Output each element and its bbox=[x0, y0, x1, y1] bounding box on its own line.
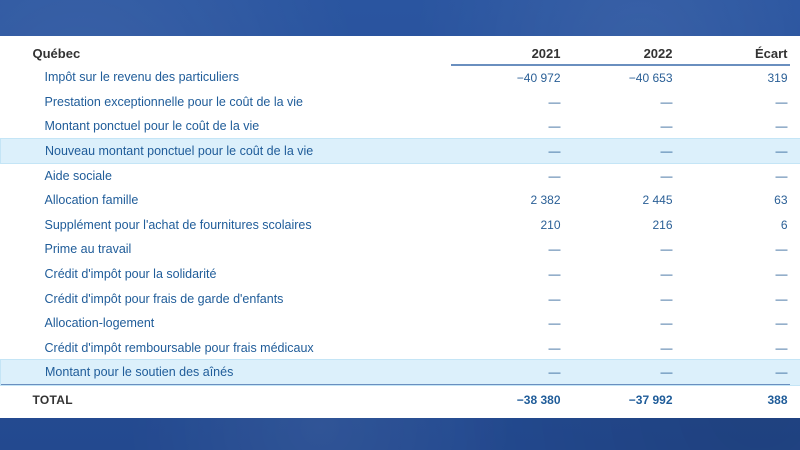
table-row bbox=[1, 360, 800, 385]
row-spacer bbox=[790, 286, 800, 311]
row-value-2021: — bbox=[548, 291, 561, 306]
table-row bbox=[1, 286, 800, 311]
table-row bbox=[1, 311, 800, 336]
row-label: Crédit d'impôt remboursable pour frais médicaux bbox=[44, 340, 314, 355]
row-value-ecart: 6 bbox=[780, 217, 788, 232]
table-row bbox=[1, 139, 800, 164]
footer-spacer bbox=[790, 385, 800, 415]
row-value-2022: — bbox=[563, 139, 675, 164]
header-spacer bbox=[790, 42, 800, 65]
row-value-2022: — bbox=[660, 168, 673, 183]
row-spacer bbox=[790, 163, 800, 188]
row-label: Supplément pour l'achat de fournitures scolaires bbox=[44, 217, 312, 232]
row-label: Prime au travail bbox=[44, 242, 132, 257]
row-spacer bbox=[790, 262, 800, 287]
row-value-ecart: — bbox=[775, 94, 788, 109]
table-footer bbox=[1, 385, 800, 415]
row-value-2021: — bbox=[548, 242, 561, 257]
row-spacer bbox=[790, 360, 800, 385]
row-spacer bbox=[790, 311, 800, 336]
row-value-ecart: — bbox=[675, 139, 790, 164]
row-value-2022: — bbox=[563, 360, 675, 385]
row-spacer bbox=[790, 114, 800, 139]
table-row bbox=[1, 65, 800, 90]
table-header bbox=[1, 42, 800, 65]
column-header-2022: 2022 bbox=[563, 42, 675, 65]
row-value-2021: — bbox=[548, 119, 561, 134]
table-row bbox=[1, 163, 800, 188]
row-value-2022: — bbox=[660, 119, 673, 134]
row-value-2021: 2 382 bbox=[530, 193, 561, 208]
row-value-2021: — bbox=[548, 168, 561, 183]
row-value-ecart: — bbox=[775, 316, 788, 331]
table-row bbox=[1, 114, 800, 139]
total-label: TOTAL bbox=[1, 385, 451, 415]
row-spacer bbox=[790, 237, 800, 262]
row-label: Crédit d'impôt pour frais de garde d'enfants bbox=[44, 291, 284, 306]
row-label: Nouveau montant ponctuel pour le coût de la vie bbox=[1, 139, 451, 164]
row-value-2022: — bbox=[660, 291, 673, 306]
region-header: Québec bbox=[32, 46, 81, 61]
row-value-2022: — bbox=[660, 340, 673, 355]
row-value-2022: — bbox=[660, 316, 673, 331]
row-value-2021: — bbox=[548, 267, 561, 282]
row-value-ecart: — bbox=[775, 340, 788, 355]
row-label: Prestation exceptionnelle pour le coût de la vie bbox=[44, 94, 303, 109]
row-value-ecart: — bbox=[775, 119, 788, 134]
row-value-2022: −40 653 bbox=[628, 70, 673, 85]
row-spacer bbox=[790, 188, 800, 213]
row-value-2022: — bbox=[660, 94, 673, 109]
row-label: Allocation famille bbox=[44, 193, 139, 208]
row-spacer bbox=[790, 90, 800, 115]
total-row bbox=[1, 385, 800, 415]
row-value-2021: — bbox=[548, 340, 561, 355]
row-value-2021: — bbox=[451, 360, 563, 385]
row-value-2022: — bbox=[660, 267, 673, 282]
total-ecart: 388 bbox=[675, 385, 790, 415]
row-value-ecart: — bbox=[775, 168, 788, 183]
results-panel bbox=[0, 36, 800, 418]
row-label: Montant ponctuel pour le coût de la vie bbox=[44, 119, 260, 134]
comparison-table bbox=[0, 42, 800, 415]
row-label: Montant pour le soutien des aînés bbox=[1, 360, 451, 385]
column-header-ecart: Écart bbox=[675, 42, 790, 65]
row-value-ecart: — bbox=[775, 291, 788, 306]
row-value-2021: −40 972 bbox=[516, 70, 561, 85]
table-row bbox=[1, 237, 800, 262]
table-body bbox=[1, 65, 800, 385]
row-label: Allocation-logement bbox=[44, 316, 155, 331]
total-2022: −37 992 bbox=[563, 385, 675, 415]
row-value-2021: — bbox=[451, 139, 563, 164]
table-row bbox=[1, 188, 800, 213]
row-label: Crédit d'impôt pour la solidarité bbox=[44, 267, 217, 282]
row-label: Impôt sur le revenu des particuliers bbox=[44, 70, 240, 85]
row-value-ecart: 63 bbox=[774, 193, 788, 208]
row-value-2021: — bbox=[548, 316, 561, 331]
row-value-ecart: — bbox=[775, 242, 788, 257]
table-row bbox=[1, 90, 800, 115]
row-spacer bbox=[790, 336, 800, 361]
row-value-ecart: 319 bbox=[767, 70, 788, 85]
row-spacer bbox=[790, 139, 800, 164]
total-2021: −38 380 bbox=[451, 385, 563, 415]
column-header-2021: 2021 bbox=[451, 42, 563, 65]
row-value-ecart: — bbox=[675, 360, 790, 385]
row-value-2022: — bbox=[660, 242, 673, 257]
row-value-2021: 210 bbox=[540, 217, 561, 232]
row-spacer bbox=[790, 65, 800, 90]
row-value-2021: — bbox=[548, 94, 561, 109]
row-spacer bbox=[790, 213, 800, 238]
row-label: Aide sociale bbox=[44, 168, 112, 183]
table-row bbox=[1, 213, 800, 238]
row-value-ecart: — bbox=[775, 267, 788, 282]
row-value-2022: 2 445 bbox=[642, 193, 673, 208]
table-row bbox=[1, 336, 800, 361]
table-row bbox=[1, 262, 800, 287]
row-value-2022: 216 bbox=[652, 217, 673, 232]
